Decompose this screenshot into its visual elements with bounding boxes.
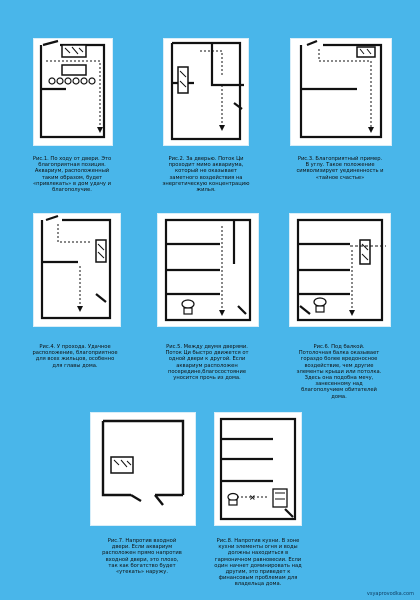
- figure-7-caption: Рис.7. Напротив входной двери. Если аквариум расположен прямо напротив входной двери, это плохо, так как богатство будет «утекать» наружу.: [102, 538, 182, 576]
- watermark: vsyaprovodka.com: [366, 591, 414, 597]
- figure-5-panel: [157, 213, 259, 327]
- figure-8-caption: Рис.8. Напротив кухни. В зоне кухни элементы огня и воды должны находиться в гармоничном равновесии. Если один начнет доминировать над другим, это приведет к финансовым проблемам для владельца дома.: [214, 538, 302, 588]
- figure-8-panel: [214, 412, 302, 526]
- figure-1-caption: Рис.1. По ходу от двери. Это благоприятная позиция. Аквариум, расположенный таким образом, будет «привлекать» в дом удачу и благополучие.: [32, 156, 112, 194]
- svg-text:×: ×: [249, 493, 256, 502]
- figure-1-panel: [33, 38, 113, 146]
- figure-3-panel: [290, 38, 392, 146]
- figure-5-caption: Рис.5. Между двумя дверями. Поток Ци быстро движется от одной двери к другой. Если аквариум расположен посередине,благосостояние уносится прочь из дома.: [165, 344, 249, 382]
- figure-6-panel: [289, 213, 391, 327]
- figure-7-panel: [90, 412, 196, 526]
- figure-2-panel: [163, 38, 249, 146]
- figure-4-caption: Рис.4. У прохода. Удачное расположение, благоприятное для всех жильцов, особенно для главы дома.: [32, 344, 118, 369]
- figure-4-panel: [33, 213, 121, 327]
- figure-6-caption: Рис.6. Под балкой. Потолочная балка оказывает гораздо более вредоносное воздействие, чем другие элементы крыши или потолка. Здесь она подобна мечу, занесенному над благополучием обитателей дома.: [296, 344, 382, 400]
- figure-3-caption: Рис.3. Благоприятный пример. В углу. Такое положение символизирует уединенность и «тайное счастье»: [296, 156, 384, 181]
- figure-2-caption: Рис.2. За дверью. Поток Ци проходит мимо аквариума, который не оказывает заметного воздействия на энергетическую концентрацию жилья.: [162, 156, 250, 194]
